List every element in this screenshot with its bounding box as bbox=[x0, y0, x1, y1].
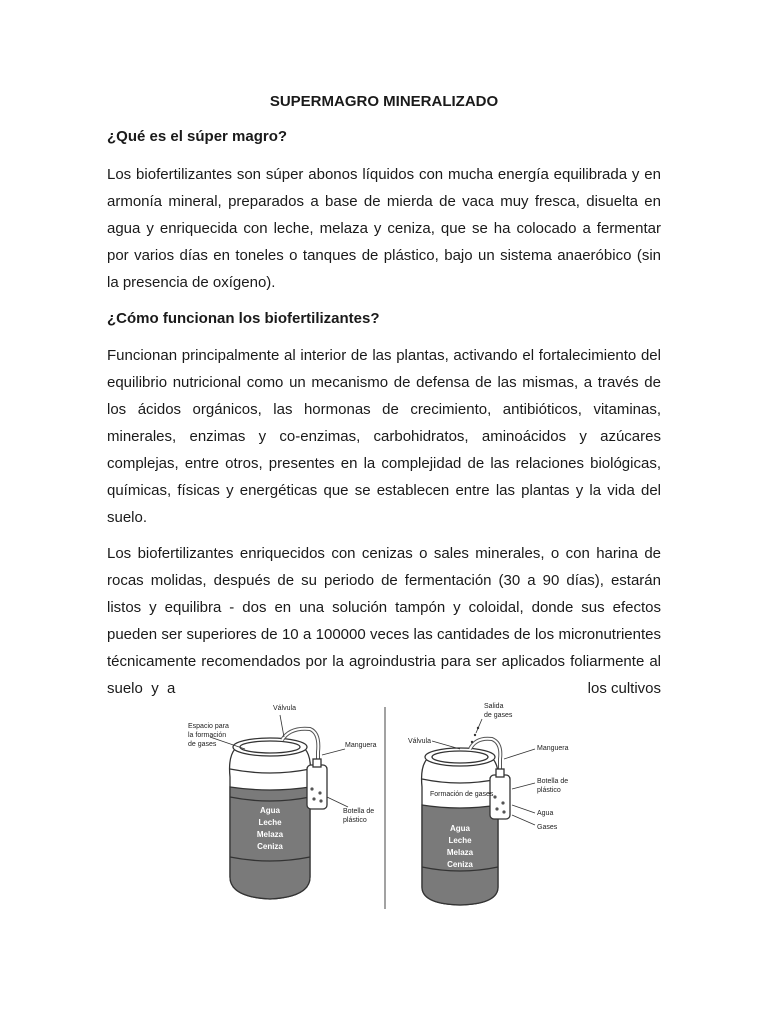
left-bottle-bubble bbox=[312, 797, 315, 800]
right-label-hose: Manguera bbox=[537, 745, 569, 752]
right-bottle-bubble bbox=[493, 795, 496, 798]
left-drum-rib bbox=[230, 769, 310, 773]
left-label-space: la formación bbox=[188, 732, 227, 739]
right-drum-rib bbox=[422, 779, 498, 783]
left-label-bottle: plástico bbox=[343, 817, 367, 824]
paragraph-line: equilibrio nutricional como un mecanismo de defensa de las mismas, a través de bbox=[107, 374, 661, 391]
left-bottle-bubble bbox=[318, 791, 321, 794]
paragraph-line: agua y enriquecida con leche, melaza y ceniza, que se ha colocado a fermentar bbox=[107, 220, 661, 237]
right-label-gas-exit: Salida bbox=[484, 703, 504, 710]
paragraph-line: rocas molidas, después de su periodo de fermentación (30 a 90 días), estarán bbox=[107, 572, 661, 589]
paragraph-line: complejas, entre otros, presentes en la complejidad de las relaciones biológicas, bbox=[107, 455, 661, 472]
paragraph-line: listos y equilibra - dos en una solución tampón y coloidal, donde sus efectos bbox=[107, 599, 661, 616]
paragraph-line: técnicamente recomendados por la agroindustria para ser aplicados foliarmente al bbox=[107, 653, 661, 670]
paragraph-line: suelo. bbox=[107, 509, 148, 526]
right-label-water: Agua bbox=[537, 810, 554, 817]
section-heading-1: ¿Qué es el súper magro? bbox=[107, 128, 288, 145]
right-bottle-bubble bbox=[502, 810, 505, 813]
left-bottle-bubble bbox=[319, 799, 322, 802]
figure-svg bbox=[170, 697, 590, 912]
page-title: SUPERMAGRO MINERALIZADO bbox=[269, 93, 499, 110]
left-label-hose: Manguera bbox=[345, 742, 377, 749]
fermentation-figure bbox=[170, 697, 590, 912]
right-gas-bubble bbox=[474, 734, 476, 736]
section-heading-2: ¿Cómo funcionan los biofertilizantes? bbox=[107, 310, 380, 327]
left-content-label: Leche bbox=[258, 818, 282, 827]
right-content-label: Ceniza bbox=[447, 860, 473, 869]
right-gas-bubble bbox=[471, 741, 473, 743]
right-label-valve: Válvula bbox=[408, 738, 431, 745]
left-label-space: de gases bbox=[188, 741, 217, 748]
left-label-bottle: Botella de bbox=[343, 808, 375, 815]
paragraph-line: Los biofertilizantes enriquecidos con cenizas o sales minerales, o con harina de bbox=[107, 545, 661, 562]
right-label-gas-exit: de gases bbox=[484, 712, 513, 719]
left-content-label: Agua bbox=[260, 806, 280, 815]
paragraph-line: la presencia de oxígeno). bbox=[107, 274, 276, 291]
right-bottle-bubble bbox=[501, 801, 504, 804]
paragraph-1 bbox=[107, 161, 661, 296]
right-label-bottle: Botella de bbox=[537, 778, 569, 785]
paragraph-line: Funcionan principalmente al interior de las plantas, activando el fortalecimiento del bbox=[107, 347, 661, 364]
left-label-valve: Válvula bbox=[273, 705, 296, 712]
left-bottle-bubble bbox=[310, 787, 313, 790]
left-bottle-neck bbox=[313, 759, 321, 767]
right-label-gases: Gases bbox=[537, 824, 558, 831]
split-line-right: los cultivos bbox=[587, 680, 661, 697]
right-content-label: Leche bbox=[448, 836, 472, 845]
paragraph-line: por varios días en toneles o tanques de plástico, bajo un sistema anaeróbico (sin bbox=[107, 247, 661, 264]
left-bottle bbox=[307, 765, 327, 809]
paragraph-line: Los biofertilizantes son súper abonos líquidos con mucha energía equilibrada y en bbox=[107, 166, 661, 183]
right-drum bbox=[422, 727, 510, 905]
left-content-label: Melaza bbox=[256, 830, 284, 839]
right-content-label: Melaza bbox=[446, 848, 474, 857]
paragraph-line: minerales, enzimas y co-enzimas, carbohidratos, aminoácidos y azúcares bbox=[107, 428, 661, 445]
paragraph-line: armonía mineral, preparados a base de mierda de vaca muy fresca, disuelta en bbox=[107, 193, 661, 210]
right-label-gas-formation: Formación de gases bbox=[430, 791, 494, 798]
right-bottle-bubble bbox=[495, 807, 498, 810]
paragraph-line: los ácidos orgánicos, las hormonas de crecimiento, antibióticos, vitaminas, bbox=[107, 401, 661, 418]
left-content-label: Ceniza bbox=[257, 842, 283, 851]
paragraph-2 bbox=[107, 342, 661, 531]
right-content-label: Agua bbox=[450, 824, 470, 833]
split-line-left: suelo y a bbox=[107, 680, 176, 697]
paragraph-line: químicas, físicas y energéticas que se establecen entre las plantas y la vida del bbox=[107, 482, 661, 499]
paragraph-line: pueden ser superiores de 10 a 100000 veces las cantidades de los micronutrientes bbox=[107, 626, 661, 643]
right-bottle-neck bbox=[496, 769, 504, 777]
paragraph-3 bbox=[107, 540, 661, 702]
right-label-bottle: plástico bbox=[537, 787, 561, 794]
left-label-space: Espacio para bbox=[188, 723, 229, 730]
